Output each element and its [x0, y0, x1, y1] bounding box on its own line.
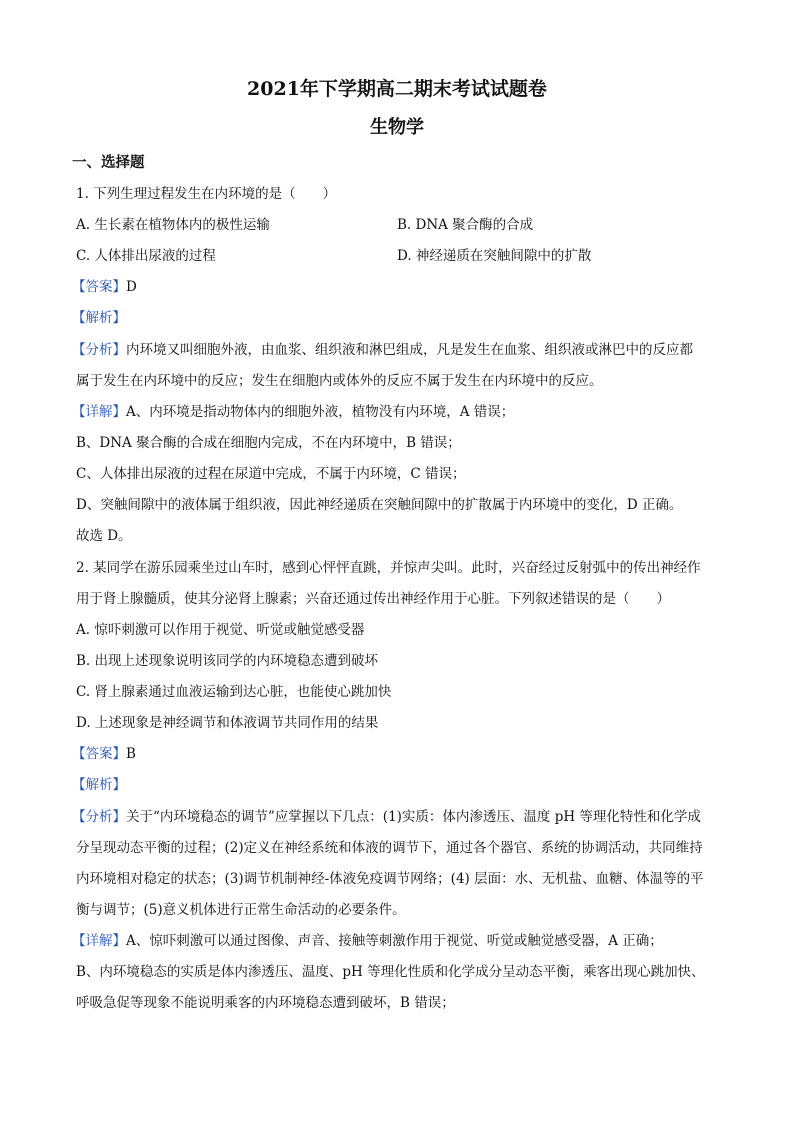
q2-detail-b-line-2: 呼吸急促等现象不能说明乘客的内环境稳态遭到破坏，B 错误； — [76, 995, 455, 1011]
fenxi-text: 关于“内环境稳态的调节”应掌握以下几点：(1)实质：体内渗透压、温度 pH 等理化特性和化学成 — [126, 809, 701, 825]
document-title: 2021年下学期高二期末考试试题卷 — [247, 78, 547, 100]
q1-option-a: A. 生长素在植物体内的极性运输 — [76, 217, 270, 233]
q1-option-d: D. 神经递质在突触间隙中的扩散 — [397, 248, 592, 264]
q1-stem: 1. 下列生理过程发生在内环境的是（ ） — [76, 186, 337, 202]
q1-detail-c: C、人体排出尿液的过程在尿道中完成，不属于内环境，C 错误； — [76, 466, 466, 482]
detail-tag: 【详解】 — [72, 933, 126, 949]
answer-tag: 【答案】 — [72, 746, 126, 762]
detail-tag: 【详解】 — [72, 404, 126, 420]
q1-fenxi-line-2: 属于发生在内环境中的反应；发生在细胞内或体外的反应不属于发生在内环境中的反应。 — [76, 373, 603, 389]
q1-answer — [72, 275, 722, 295]
analysis-tag: 【解析】 — [72, 310, 126, 326]
detail-text: A、内环境是指动物体内的细胞外液，植物没有内环境，A 错误； — [126, 404, 515, 420]
q2-answer — [72, 742, 722, 762]
q2-fenxi-line-3: 内环境相对稳定的状态；(3)调节机制神经-体液免疫调节网络；(4) 层面：水、无机盐、血糖、体温等的平 — [76, 871, 704, 887]
q2-option-b: B. 出现上述现象说明该同学的内环境稳态遭到破坏 — [76, 653, 379, 669]
q2-option-c: C. 肾上腺素通过血液运输到达心脏，也能使心跳加快 — [76, 684, 392, 700]
q1-conclusion: 故选 D。 — [76, 528, 132, 544]
q2-fenxi-line-2: 分呈现动态平衡的过程；(2)定义在神经系统和体液的调节下，通过各个器官、系统的协调活动，共同维持 — [76, 840, 703, 856]
answer-value: B — [126, 746, 136, 762]
q2-fenxi-line-1 — [72, 805, 722, 825]
subject-title: 生物学 — [370, 117, 424, 138]
q1-detail-d: D、突触间隙中的液体属于组织液，因此神经递质在突触间隙中的扩散属于内环境中的变化，D 正确。 — [76, 497, 683, 513]
fenxi-text: 内环境又叫细胞外液，由血浆、组织液和淋巴组成，凡是发生在血浆、组织液或淋巴中的反应都 — [126, 342, 693, 358]
q1-detail-b: B、DNA 聚合酶的合成在细胞内完成，不在内环境中，B 错误； — [76, 435, 461, 451]
q1-option-b: B. DNA 聚合酶的合成 — [397, 217, 534, 233]
q2-analysis-tag — [72, 773, 722, 793]
fenxi-tag: 【分析】 — [72, 342, 126, 358]
q2-detail-a — [72, 929, 722, 949]
q2-stem-line-1: 2. 某同学在游乐园乘坐过山车时，感到心怦怦直跳，并惊声尖叫。此时，兴奋经过反射弧中的传出神经作 — [76, 560, 701, 576]
q1-option-c: C. 人体排出尿液的过程 — [76, 248, 216, 264]
q1-fenxi-line-1 — [72, 338, 722, 358]
section-heading: 一、选择题 — [72, 154, 145, 171]
analysis-tag: 【解析】 — [72, 777, 126, 793]
q1-detail-a — [72, 400, 722, 420]
q2-option-a: A. 惊吓刺激可以作用于视觉、听觉或触觉感受器 — [76, 622, 365, 638]
q2-stem-line-2: 用于肾上腺髓质，使其分泌肾上腺素；兴奋还通过传出神经作用于心脏。下列叙述错误的是（ ） — [76, 591, 670, 607]
fenxi-tag: 【分析】 — [72, 809, 126, 825]
q2-detail-b-line-1: B、内环境稳态的实质是体内渗透压、温度、pH 等理化性质和化学成分呈动态平衡，乘客出现心跳加快、 — [76, 964, 705, 980]
answer-tag: 【答案】 — [72, 279, 126, 295]
answer-value: D — [126, 279, 137, 295]
q2-option-d: D. 上述现象是神经调节和体液调节共同作用的结果 — [76, 715, 379, 731]
q1-analysis-tag — [72, 306, 722, 326]
q2-fenxi-line-4: 衡与调节；(5)意义机体进行正常生命活动的必要条件。 — [76, 902, 406, 918]
detail-text: A、惊吓刺激可以通过图像、声音、接触等刺激作用于视觉、听觉或触觉感受器，A 正确； — [126, 933, 663, 949]
